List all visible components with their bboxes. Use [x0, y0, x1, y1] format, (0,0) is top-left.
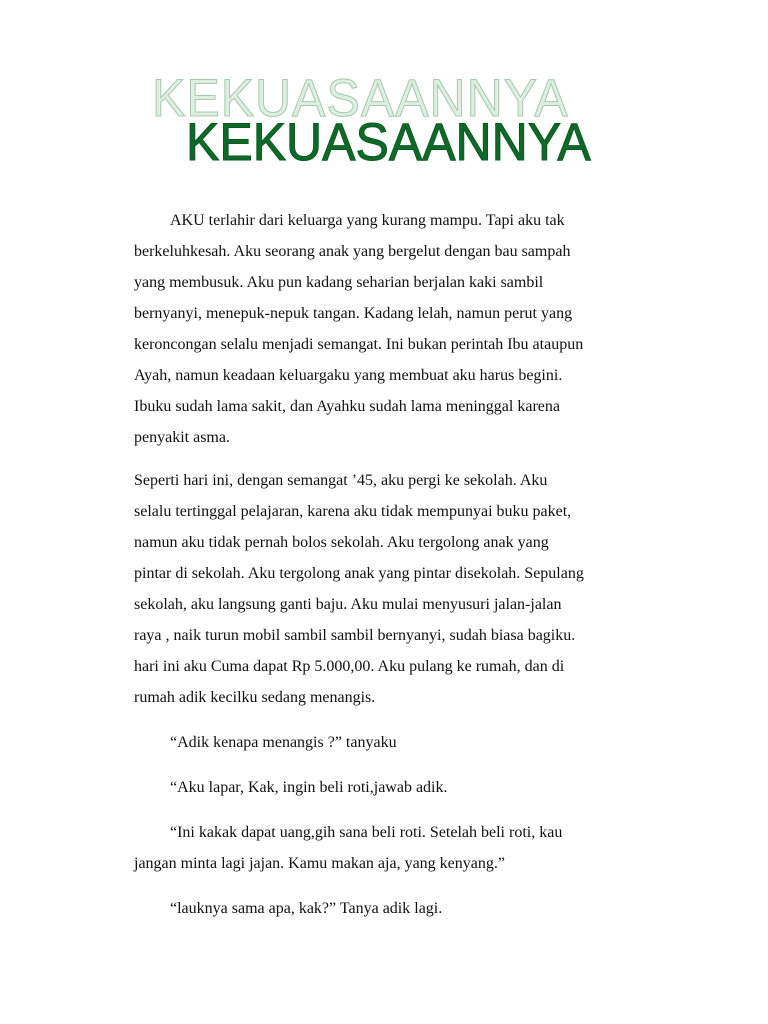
dialogue-1: “Adik kenapa menangis ?” tanyaku	[170, 734, 397, 751]
text-line: berkeluhkesah. Aku seorang anak yang bergelut dengan bau sampah	[134, 243, 571, 260]
text-line: selalu tertinggal pelajaran, karena aku tidak mempunyai buku paket,	[134, 503, 572, 520]
dialogue-4: “lauknya sama apa, kak?” Tanya adik lagi.	[170, 900, 443, 917]
text-line: hari ini aku Cuma dapat Rp 5.000,00. Aku pulang ke rumah, dan di	[134, 658, 565, 675]
text-line: yang membusuk. Aku pun kadang seharian berjalan kaki sambil	[134, 274, 544, 291]
text-line: Seperti hari ini, dengan semangat ’45, aku pergi ke sekolah. Aku	[134, 472, 548, 489]
text-line: rumah adik kecilku sedang menangis.	[134, 689, 376, 706]
text-line: sekolah, aku langsung ganti baju. Aku mulai menyusuri jalan-jalan	[134, 596, 562, 613]
text-line: raya , naik turun mobil sambil sambil bernyanyi, sudah biasa bagiku.	[134, 627, 576, 644]
paragraph-1	[134, 205, 634, 453]
text-line: keroncongan selalu menjadi semangat. Ini bukan perintah Ibu ataupun	[134, 336, 584, 353]
text-line: namun aku tidak pernah bolos sekolah. Aku tergolong anak yang	[134, 534, 549, 551]
wordart-title	[150, 68, 600, 182]
text-line: “Ini kakak dapat uang,gih sana beli roti. Setelah beli roti, kau	[170, 824, 563, 841]
text-line: jangan minta lagi jajan. Kamu makan aja, yang kenyang.”	[134, 855, 505, 872]
text-line: AKU terlahir dari keluarga yang kurang mampu. Tapi aku tak	[170, 212, 565, 229]
story-body	[134, 205, 634, 924]
paragraph-2	[134, 465, 634, 713]
dialogue-3	[134, 817, 634, 879]
text-line: penyakit asma.	[134, 429, 230, 446]
text-line: pintar di sekolah. Aku tergolong anak yang pintar disekolah. Sepulang	[134, 565, 584, 582]
title-shadow-text: KEKUASAANNYA	[152, 68, 569, 128]
text-line: Ayah, namun keadaan keluargaku yang membuat aku harus begini.	[134, 367, 563, 384]
dialogue-2: “Aku lapar, Kak, ingin beli roti,jawab adik.	[170, 779, 448, 796]
text-line: bernyanyi, menepuk-nepuk tangan. Kadang lelah, namun perut yang	[134, 305, 573, 322]
text-line: Ibuku sudah lama sakit, dan Ayahku sudah lama meninggal karena	[134, 398, 560, 415]
page-title: KEKUASAANNYA	[186, 112, 591, 172]
